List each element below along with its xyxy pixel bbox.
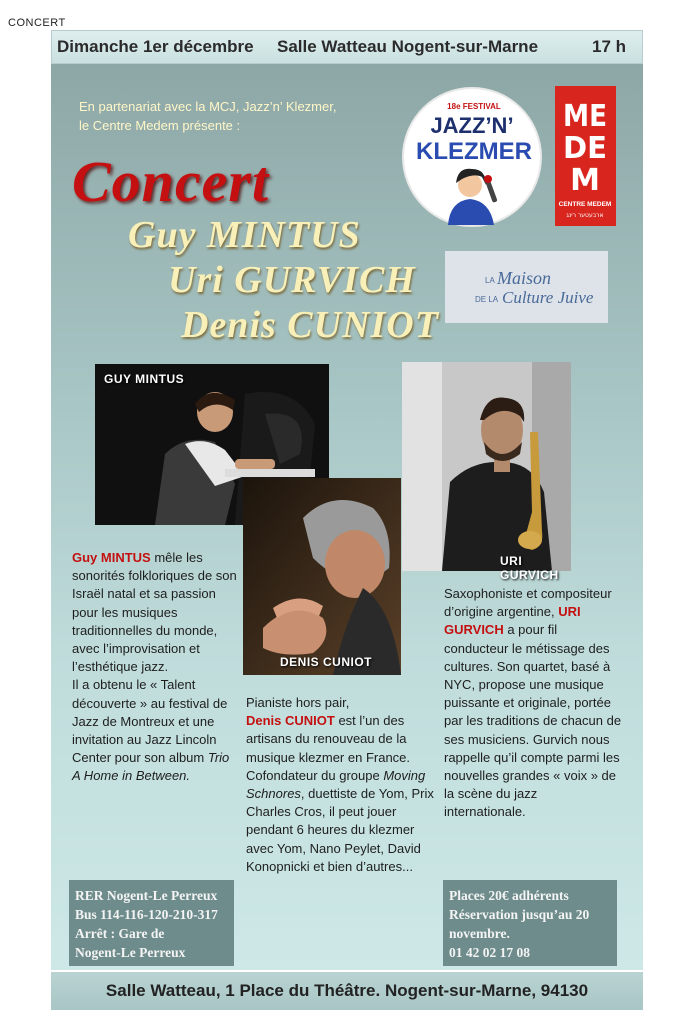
uri-gurvich-bio (444, 585, 622, 822)
svg-text:M: M (570, 163, 600, 198)
denis-name: Denis CUNIOT (246, 713, 335, 729)
mcj-la: LA (485, 276, 495, 285)
transport-info-box (69, 880, 234, 966)
tickets-info-box (443, 880, 617, 966)
mcj-de-la: DE LA (475, 295, 499, 304)
photo-uri-gurvich (402, 362, 571, 582)
footer-band (51, 972, 643, 1010)
photo-denis-cuniot (243, 478, 401, 675)
guy-mintus-bio (72, 549, 240, 786)
header-time: 17 h (592, 37, 627, 56)
header-date: Dimanche 1er décembre (57, 37, 254, 56)
medem-logo-graphic (555, 86, 616, 226)
artist-guy-mintus: Guy MINTUS (128, 214, 361, 256)
jazz-logo-line2: KLEZMER (416, 138, 532, 165)
svg-text:ME: ME (563, 99, 607, 134)
jazz-n-klezmer-logo (402, 87, 542, 227)
uri-bio: a pour fil conducteur le métissage des cultures. Son quartet, basé à NYC, propose une musique puissante et originale, portée par les traditions de chacun de ses musiciens. Gurvich nous rappelle qu’il compte parmi les nouvelles grandes « voix » de la scène du jazz internationale. (444, 622, 622, 820)
mcj-maison: Maison (497, 268, 551, 288)
guy-album: Trio A Home in Between. (72, 750, 230, 784)
denis-lead: Pianiste hors pair, (246, 695, 350, 710)
tickets-line: novembre. (449, 926, 510, 941)
denis-bio-1: est l’un des artisans du renouveau de la musique klezmer en France. Cofondateur du groupe (246, 713, 411, 783)
denis-group: Moving Schnores (246, 767, 426, 802)
guy-bio-p2: Il a obtenu le « Talent découverte » au festival de Jazz de Montreux et une invitation au Jazz Lincoln Center pour son album (72, 677, 228, 766)
intro-text (79, 97, 409, 135)
intro-line: En partenariat avec la MCJ, Jazz’n’ Klezmer, (79, 99, 337, 114)
header-venue: Salle Watteau Nogent-sur-Marne (277, 37, 539, 56)
uri-photo-graphic (402, 362, 571, 571)
svg-text:DE: DE (563, 131, 607, 166)
footer-address: Salle Watteau, 1 Place du Théâtre. Nogent-sur-Marne, 94130 (105, 981, 589, 1000)
tickets-line: Réservation jusqu’au 20 (449, 907, 590, 922)
uri-name: URI GURVICH (444, 604, 581, 638)
jazz-logo-edition: 18e FESTIVAL (447, 102, 501, 111)
transport-line: Bus 114-116-120-210-317 (75, 907, 218, 922)
tickets-line: Places 20€ adhérents (449, 888, 569, 903)
artist-uri-gurvich: Uri GURVICH (168, 259, 416, 301)
mcj-logo-graphic (445, 251, 608, 323)
mcj-logo (445, 251, 608, 323)
uri-lead: Saxophoniste et compositeur d’origine argentine, (444, 586, 612, 620)
transport-line: RER Nogent-Le Perreux (75, 888, 218, 903)
transport-line: Arrêt : Gare de (75, 926, 165, 941)
transport-line: Nogent-Le Perreux (75, 945, 186, 960)
intro-line: le Centre Medem présente : (79, 118, 241, 133)
medem-caption: CENTRE MEDEM (558, 201, 612, 208)
mcj-culture-juive: Culture Juive (502, 288, 594, 307)
guy-photo-caption: GUY MINTUS (104, 372, 185, 386)
denis-bio-2: , duettiste de Yom, Prix Charles Cros, il peut jouer pendant 6 heures du klezmer avec Yom, Nano Peylet, David Konopnicki et bien d’autres... (246, 786, 434, 874)
uri-photo-caption: URI GURVICH (500, 554, 559, 582)
guy-name: Guy MINTUS (72, 550, 151, 565)
section-label: CONCERT (8, 17, 66, 29)
denis-cuniot-bio (246, 694, 436, 876)
header-band (51, 30, 643, 64)
jazz-logo-line1: JAZZ’N’ (430, 113, 514, 138)
medem-hebrew: ארבעטער רינג (566, 212, 604, 219)
denis-photo-caption: DENIS CUNIOT (280, 655, 373, 669)
concert-title: Concert (72, 149, 270, 214)
centre-medem-logo (555, 86, 616, 226)
artist-denis-cuniot: Denis CUNIOT (181, 304, 439, 346)
tickets-phone: 01 42 02 17 08 (449, 945, 530, 960)
guy-bio-p1: mêle les sonorités folkloriques de son Israël natal et sa passion pour les musiques traditionnelles du monde, avec l’improvisation et l’esthétique jazz. (72, 550, 237, 675)
denis-photo-graphic (243, 478, 401, 675)
jazz-logo-graphic (404, 89, 540, 225)
